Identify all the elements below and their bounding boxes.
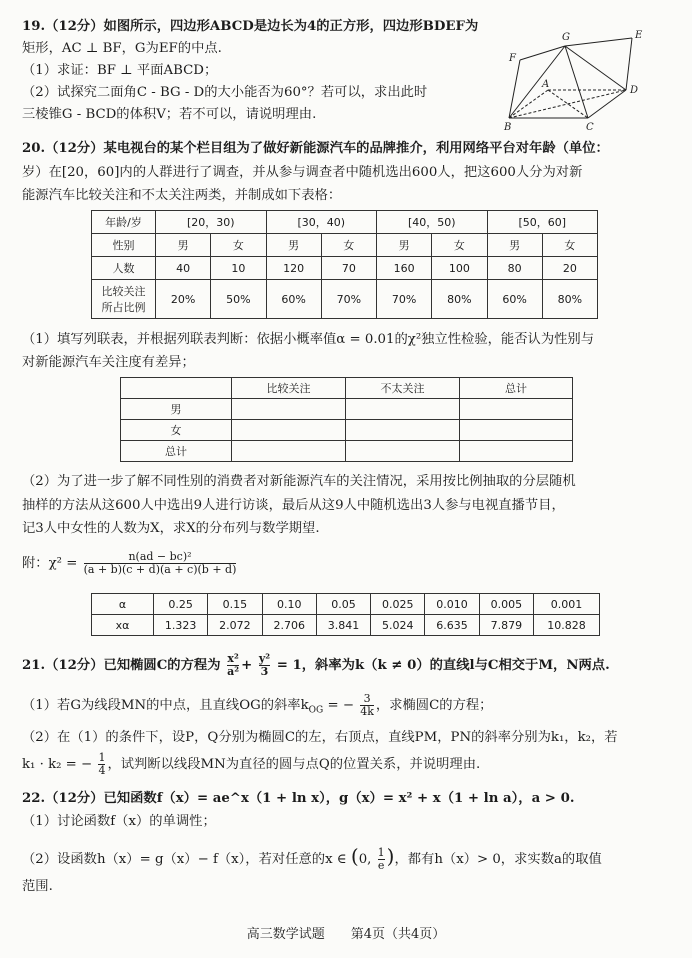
q21-line-1: 21.（12分）已知椭圆C的方程为 $\frac{\text{x²}}{\text{a²}}$ + $\frac{\text{y²}}{3}$ = 1，斜率为k（k ≠ 0）的直线l与C相交于M，N两点. <box>22 652 610 678</box>
table-cell: 男 <box>266 234 321 257</box>
table-cell: 女 <box>121 420 232 441</box>
y-squared: y² <box>258 652 271 665</box>
table-row <box>92 594 600 615</box>
table-cell: 2.072 <box>208 615 262 636</box>
q20-part-2-line-2: 抽样的方法从这600人中选出9人进行访谈，最后从这9人中随机选出3人参与电视直播节目， <box>22 498 565 513</box>
table-row <box>92 280 598 319</box>
table-cell: 0.025 <box>371 594 425 615</box>
table-cell: 6.635 <box>425 615 479 636</box>
q21-part-1-tail: ，求椭圆C的方程； <box>375 698 493 713</box>
q21-part-2-tail: ，试判断以线段MN为直径的圆与点Q的位置关系，并说明理由. <box>107 757 481 772</box>
q22-part-2 <box>22 841 602 875</box>
table-cell: 60% <box>266 280 321 319</box>
table-cell: 80 <box>487 257 542 280</box>
table-cell: 0.001 <box>533 594 599 615</box>
table-cell: 年龄/岁 <box>92 211 156 234</box>
table-row <box>92 257 598 280</box>
table-cell: 70% <box>377 280 432 319</box>
x-squared: x² <box>227 652 239 665</box>
edge-FG <box>520 46 565 60</box>
q19-line-2: 矩形，AC ⊥ BF，G为EF的中点. <box>22 41 222 56</box>
table-cell: 0.25 <box>154 594 208 615</box>
q19-line-1: 19.（12分）如图所示，四边形ABCD是边长为4的正方形，四边形BDEF为 <box>22 19 479 34</box>
q20-part-2-line-3: 记3人中女性的人数为X，求X的分布列与数学期望. <box>22 521 320 536</box>
a-squared: a² <box>227 665 240 678</box>
table-row <box>121 420 573 441</box>
edge-BA <box>509 90 548 118</box>
table-cell: 男 <box>377 234 432 257</box>
table-cell: 1.323 <box>154 615 208 636</box>
table-cell: [50，60] <box>487 211 598 234</box>
slope-den: 4k <box>360 705 374 718</box>
formula-numerator: n(ad − bc)² <box>128 550 192 563</box>
q20-part-1-line-2: 对新能源汽车关注度有差异； <box>22 355 195 370</box>
label-E: E <box>635 30 643 41</box>
survey-table <box>91 210 598 319</box>
critical-value-table <box>91 593 600 636</box>
interval-den: e <box>377 859 385 872</box>
quarter-den: 4 <box>98 764 106 777</box>
q21-part-1-text: （1）若G为线段MN的中点，且直线OG的斜率k <box>22 698 309 713</box>
q20-part-2-line-1: （2）为了进一步了解不同性别的消费者对新能源汽车的关注情况，采用按比例抽取的分层随机 <box>22 474 576 489</box>
table-cell[interactable] <box>232 399 346 420</box>
table-cell[interactable] <box>460 441 573 462</box>
table-cell: α <box>92 594 154 615</box>
table-cell: 10.828 <box>533 615 599 636</box>
table-cell: xα <box>92 615 154 636</box>
formula-prefix: 附：χ² = <box>22 556 78 571</box>
table-cell[interactable] <box>346 441 460 462</box>
q22-part-1: （1）讨论函数f（x）的单调性； <box>22 814 216 829</box>
label-D: D <box>630 85 639 96</box>
table-cell <box>92 280 156 319</box>
table-cell: 70 <box>321 257 376 280</box>
label-G: G <box>562 32 570 43</box>
formula-fraction <box>84 551 237 576</box>
formula-denominator: (a + b)(c + d)(a + c)(b + d) <box>83 563 237 576</box>
table-row <box>121 441 573 462</box>
table-cell: 女 <box>432 234 487 257</box>
label-C: C <box>586 122 594 133</box>
slope-subscript: OG <box>308 705 324 716</box>
q19-part-1: （1）求证：BF ⊥ 平面ABCD； <box>22 63 218 78</box>
q21-part-2-line-1: （2）在（1）的条件下，设P，Q分别为椭圆C的左，右顶点，直线PM，PN的斜率分别为k₁，k₂，若 <box>22 730 618 745</box>
label-B: B <box>504 122 512 133</box>
geometry-figure <box>500 28 665 138</box>
q22-part-2-tail: ，都有h（x）> 0，求实数a的取值 <box>394 852 602 867</box>
table-cell[interactable] <box>232 441 346 462</box>
table-cell: 性别 <box>92 234 156 257</box>
label-F: F <box>509 53 516 64</box>
table-cell[interactable] <box>460 420 573 441</box>
edge-BD <box>509 90 626 118</box>
quarter-fraction <box>98 752 105 777</box>
table-cell: [30，40) <box>266 211 377 234</box>
table-cell: 女 <box>542 234 597 257</box>
slope-fraction <box>360 693 374 718</box>
q21-part-1 <box>22 691 492 726</box>
table-cell: [20，30) <box>156 211 267 234</box>
table-cell: 男 <box>487 234 542 257</box>
table-row <box>92 211 598 234</box>
table-cell: 10 <box>211 257 266 280</box>
table-cell: 20% <box>156 280 211 319</box>
table-cell: 80% <box>542 280 597 319</box>
table-cell: 100 <box>432 257 487 280</box>
page-footer: 高三数学试题 第4页（共4页） <box>246 927 446 942</box>
table-cell: 40 <box>156 257 211 280</box>
table-cell[interactable] <box>346 420 460 441</box>
three: 3 <box>260 665 269 678</box>
table-cell: 女 <box>211 234 266 257</box>
q20-line-1: 20.（12分）某电视台的某个栏目组为了做好新能源汽车的品牌推介，利用网络平台对年龄（单位： <box>22 141 609 156</box>
q21-part-2-line-2 <box>22 751 480 779</box>
edge-FB <box>509 60 520 118</box>
table-cell: 0.010 <box>425 594 479 615</box>
table-cell: 60% <box>487 280 542 319</box>
edge-GB <box>509 46 565 118</box>
ellipse-x-term <box>227 653 239 678</box>
table-cell: 男 <box>121 399 232 420</box>
table-cell: 0.005 <box>479 594 533 615</box>
q19-line-5: 三棱锥G - BCD的体积V；若不可以，请说明理由. <box>22 107 317 122</box>
interval-num: 1 <box>377 846 385 859</box>
interval-close: ) <box>386 844 395 868</box>
slope-num: 3 <box>363 692 371 705</box>
edge-ED <box>626 38 632 90</box>
table-cell: 女 <box>321 234 376 257</box>
table-cell: 5.024 <box>371 615 425 636</box>
ratio-label-1: 比较关注 <box>101 285 146 298</box>
table-row <box>121 399 573 420</box>
edge-GD <box>565 46 626 90</box>
table-cell: 总计 <box>460 378 573 399</box>
table-row <box>92 234 598 257</box>
q22-line-1: 22.（12分）已知函数f（x）= ae^x（1 + ln x），g（x）= x² + x（1 + ln a），a > 0. <box>22 791 575 806</box>
label-A: A <box>542 79 550 90</box>
table-cell: 3.841 <box>316 615 370 636</box>
interval-zero: 0, <box>358 852 372 867</box>
table-cell: 总计 <box>121 441 232 462</box>
table-cell[interactable] <box>346 399 460 420</box>
table-cell: [40，50) <box>377 211 488 234</box>
edge-GE <box>565 38 632 46</box>
q20-line-2: 岁）在[20，60]内的人群进行了调查，并从参与调查者中随机选出600人，把这600人分为对新 <box>22 165 583 180</box>
table-cell: 20 <box>542 257 597 280</box>
table-cell: 2.706 <box>262 615 316 636</box>
table-cell: 0.05 <box>316 594 370 615</box>
interval-open: ( <box>350 844 359 868</box>
chi-square-formula <box>22 550 238 578</box>
table-cell <box>121 378 232 399</box>
table-cell: 70% <box>321 280 376 319</box>
contingency-table <box>120 377 573 462</box>
edge-GC <box>565 46 588 118</box>
table-cell: 7.879 <box>479 615 533 636</box>
table-cell: 80% <box>432 280 487 319</box>
table-cell[interactable] <box>232 420 346 441</box>
q20-part-1-line-1: （1）填写列联表，并根据列联表判断：依据小概率值α = 0.01的χ²独立性检验，能否认为性别与 <box>22 332 595 347</box>
table-cell: 160 <box>377 257 432 280</box>
interval-fraction <box>378 847 385 872</box>
equals-minus: = − <box>327 698 354 713</box>
table-cell: 不太关注 <box>346 378 460 399</box>
table-cell: 0.15 <box>208 594 262 615</box>
table-cell: 男 <box>156 234 211 257</box>
q22-line-4: 范围. <box>22 879 53 894</box>
q22-part-2-text: （2）设函数h（x）= g（x）− f（x），若对任意的x ∈ <box>22 852 347 867</box>
table-cell: 人数 <box>92 257 156 280</box>
ellipse-y-term <box>259 653 270 678</box>
table-cell[interactable] <box>460 399 573 420</box>
table-row <box>121 378 573 399</box>
q21-intro: 21.（12分）已知椭圆C的方程为 <box>22 658 221 673</box>
table-cell: 比较关注 <box>232 378 346 399</box>
q19-part-2: （2）试探究二面角C - BG - D的大小能否为60°？若可以，求出此时 <box>22 85 428 100</box>
k-product: k₁ · k₂ = − <box>22 757 93 772</box>
ratio-label-2: 所占比例 <box>101 301 146 314</box>
table-row <box>92 615 600 636</box>
table-cell: 50% <box>211 280 266 319</box>
table-cell: 120 <box>266 257 321 280</box>
table-cell: 0.10 <box>262 594 316 615</box>
q20-line-3: 能源汽车比较关注和不太关注两类，并制成如下表格： <box>22 188 342 203</box>
equals-one: = 1 <box>276 658 302 673</box>
q21-intro-tail: ，斜率为k（k ≠ 0）的直线l与C相交于M，N两点. <box>301 658 610 673</box>
quarter-num: 1 <box>98 751 106 764</box>
